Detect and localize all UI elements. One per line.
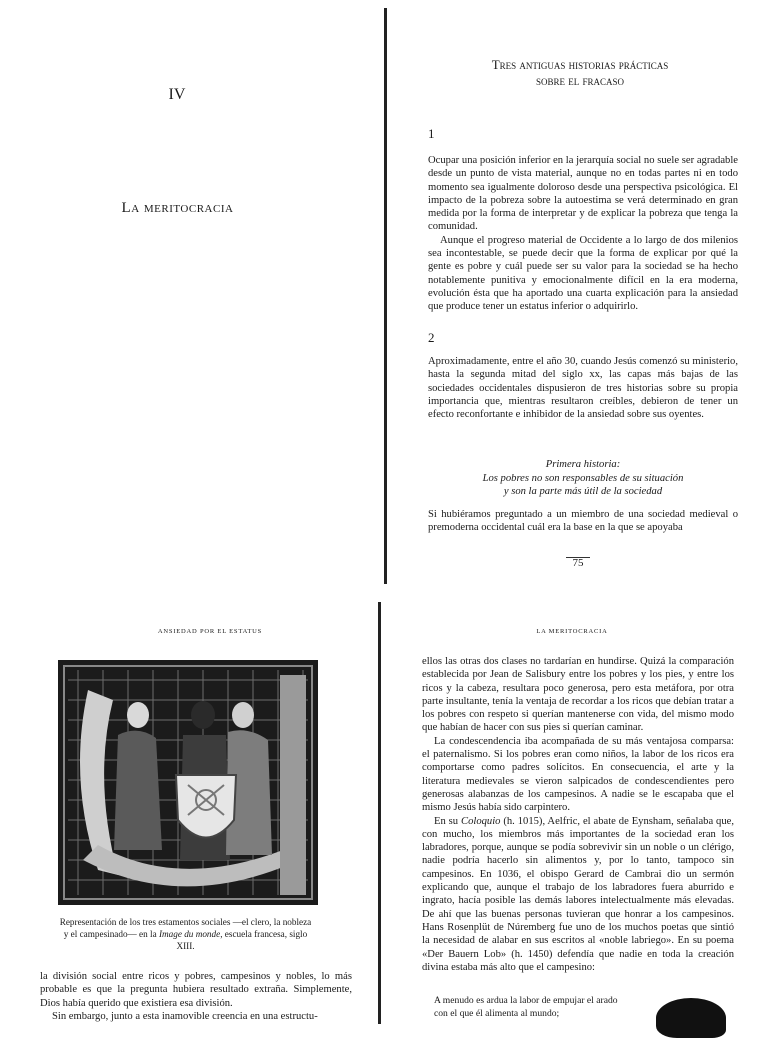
paragraph: la división social entre ricos y pobres, campesinos y nobles, lo más probable es que la pregunta hubiera resultado extraña. Simplemente, Dios había querido que existiera esa división. — [40, 971, 352, 1009]
illustration-image — [58, 660, 318, 905]
story-label: Primera historia: — [545, 459, 621, 470]
paragraph: Aproximadamente, entre el año 30, cuando Jesús comenzó su ministerio, hasta la segunda mitad del siglo xx, las capas más bajas de las sociedades occidentales dispusieron de tres historias sobre su propia importancia que, mientras resultaron creíbles, debieron de tener un efecto reconfortante e inhibidor de la ansiedad sobre sus oyentes. — [428, 356, 738, 421]
essay-title-line-1: Tres antiguas historias prácticas — [491, 57, 669, 72]
paragraph: La condescendencia iba acompañada de su más ventajosa comparsa: el paternalismo. Si los pobres eran como niños, la labor de los ricos era comportarse como padres solícitos. En consecuencia, el arte y la literatura medievales se vieron salpicados de condescendientes pero generosas alabanzas de los campesinos. A nadie se le escapaba que el mismo Jesús había sido carpintero. — [422, 735, 734, 814]
paragraph: Ocupar una posición inferior en la jerarquía social no suele ser agradable desde un punto de vista material, aunque no en todas partes ni en todo momento sea igualmente doloroso desde una perspectiva psicológica. El impacto de la pobreza sobre la autoestima se verá determinado en gran medida por la forma de interpretar y de explicar la pobreza que tenga la comunidad. — [428, 155, 738, 233]
story-body — [428, 508, 738, 535]
paragraph — [422, 815, 734, 975]
section-2-body — [428, 355, 738, 421]
page-gutter-top — [384, 8, 387, 584]
page-number: 75 — [572, 557, 584, 569]
chapter-number: IV — [168, 86, 186, 103]
medieval-illustration — [58, 660, 318, 905]
essay-title-line-2: sobre el fracaso — [535, 73, 625, 88]
page-gutter-bottom — [378, 602, 381, 1024]
text-run: (h. 1015), Aelfric, el abate de Eynsham, señalaba que, con mucho, los miembros más importantes de la sociedad eran los labradores, porque, aunque se podía sobrevivir sin un noble o un clérigo, nadie podría hacerlo sin alimentos y, por lo tanto, tampoco sin campesinos. En 1036, el obispo Gerard de Cambrai dio un sermón explicando que, aunque el trabajo de los labradores fuera aburrido e ingrato, hacía posible las demás labores intelectualmente más elevadas. De ahí que las buenas personas tuvieran que honrar a los campesinos. Hans Rosenplüt de Núremberg fue uno de los muchos poetas que sintió la necesidad de alabar en sus escritos al «noble labriego». En su poema «Der Bauern Lob» (h. 1450) defendía que nadie en toda la creación divina estaba más alto que el campesino: — [422, 815, 735, 973]
verse-line: A menudo es ardua la labor de empujar el arado — [434, 995, 618, 1006]
story-line: Los pobres no son responsables de su situación — [482, 472, 684, 484]
text-run: En su — [434, 815, 462, 827]
essay-title — [420, 57, 740, 89]
section-number-2: 2 — [428, 330, 435, 345]
verse-line: con el que él alimenta al mundo; — [434, 1007, 560, 1019]
running-head-right: LA MERITOCRACIA — [536, 628, 608, 635]
illustration-caption — [58, 916, 313, 952]
work-title: Coloquio — [461, 815, 501, 827]
section-1-body — [428, 154, 738, 314]
section-number-1: 1 — [428, 126, 435, 141]
page-ink-blot — [656, 998, 726, 1038]
bottom-right-body — [422, 655, 734, 974]
paragraph: Aunque el progreso material de Occidente a lo largo de dos milenios sea incontestable, se puede decir que la forma de explicar por qué la gente es pobre y cuál puede ser su valor para la sociedad se ha hecho notablemente punitiva y emocionalmente difícil en la era moderna, evolución ésta que ha aportado una cuarta explicación para la ansiedad que produce tener un estatus inferior o adquirirlo. — [428, 234, 738, 313]
chapter-title: La meritocracia — [121, 200, 234, 216]
bottom-left-body — [40, 970, 352, 1023]
caption-title: Image du monde — [158, 929, 221, 939]
paragraph: Si hubiéramos preguntado a un miembro de una sociedad medieval o premoderna occidental cuál era la base en la que se apoyaba — [428, 509, 738, 534]
paragraph: Sin embargo, junto a esta inamovible creencia en una estructu- — [52, 1010, 318, 1022]
caption-text: , escuela francesa, siglo XIII. — [176, 929, 308, 951]
caption-text: Representación de los tres estamentos sociales —el clero, la nobleza y el campesinado— en la — [59, 917, 312, 939]
paragraph: ellos las otras dos clases no tardarían en hundirse. Quizá la comparación establecida por Jean de Salisbury entre los pobres y los pies, y entre los ricos y la cabeza, resultara poco generosa, pero esta metáfora, por otra parte insultante, tenía la ventaja de recordar a los ricos que debían tratar a los pobres con respeto si querían mantenerse con vida, del mismo modo que habían de hacer con sus pies si querían caminar. — [422, 656, 734, 734]
story-heading — [428, 458, 738, 499]
running-head-left: ANSIEDAD POR EL ESTATUS — [157, 628, 263, 635]
story-line: y son la parte más útil de la sociedad — [503, 486, 663, 497]
